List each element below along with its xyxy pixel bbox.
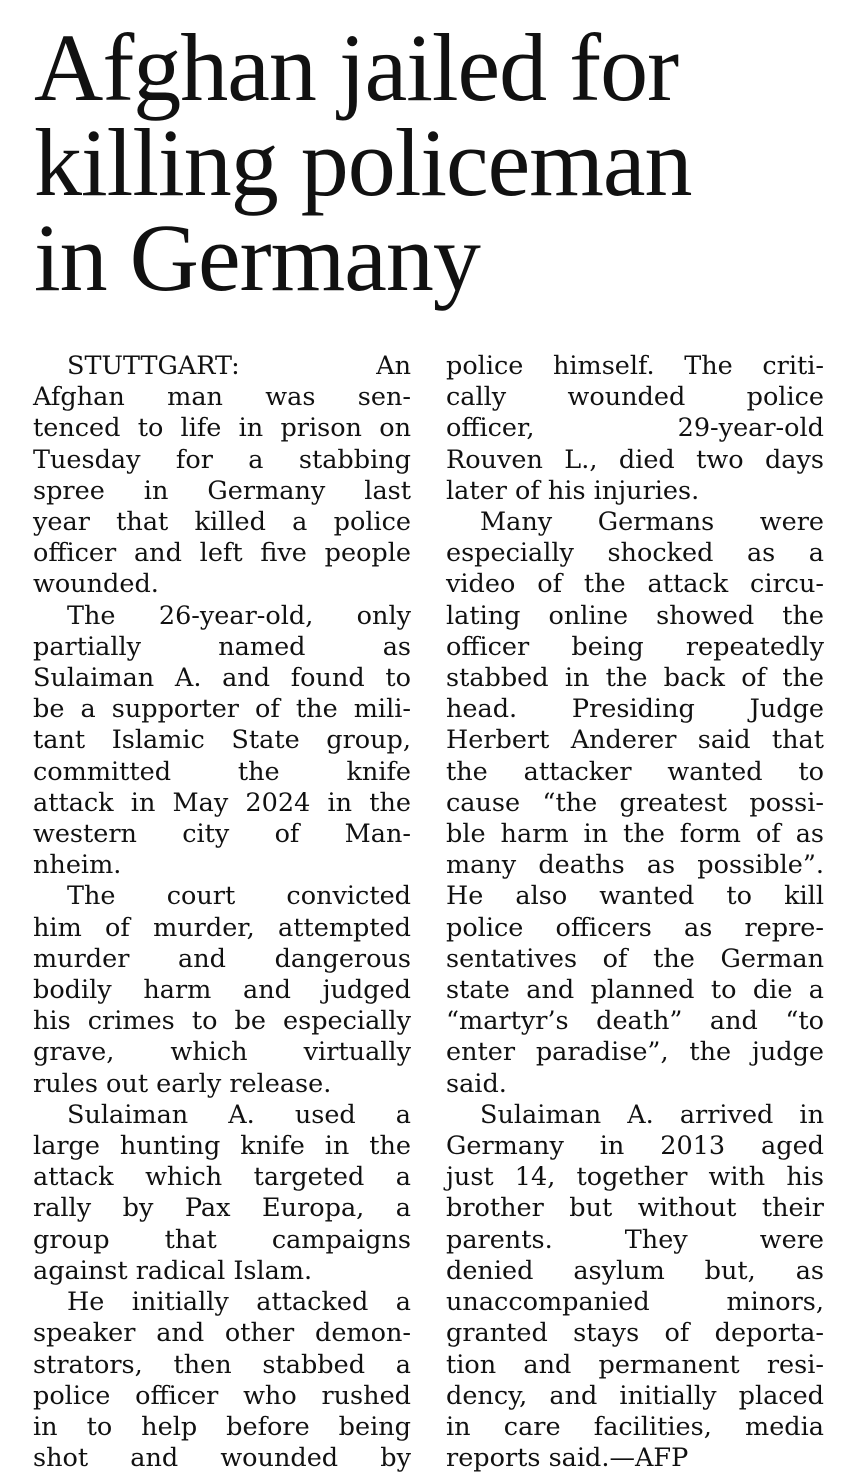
- article-line: partially named as: [33, 631, 411, 662]
- article-line: cause “the greatest possi-: [446, 787, 824, 818]
- article-paragraph: [446, 351, 824, 507]
- article-line: his crimes to be especially: [33, 1006, 411, 1037]
- article-line: wounded.: [33, 569, 159, 600]
- article-line: western city of Man-: [33, 819, 411, 850]
- article-line: officer, 29-year-old: [446, 413, 824, 444]
- article-line: police officer who rushed: [33, 1380, 411, 1411]
- article-line: be a supporter of the mili-: [33, 694, 411, 725]
- article-line: group that campaigns: [33, 1224, 411, 1255]
- article-line: year that killed a police: [33, 507, 411, 538]
- article-line: officer being repeatedly: [446, 631, 824, 662]
- article-line: grave, which virtually: [33, 1037, 411, 1068]
- article-column-right: [446, 351, 824, 1474]
- article-line: The court convicted: [67, 881, 411, 912]
- article-line: Germany in 2013 aged: [446, 1131, 824, 1162]
- article-line: police officers as repre-: [446, 912, 824, 943]
- article-line: large hunting knife in the: [33, 1131, 411, 1162]
- article-line: brother but without their: [446, 1193, 824, 1224]
- article-line: speaker and other demon-: [33, 1318, 411, 1349]
- article-line: enter paradise”, the judge: [446, 1037, 824, 1068]
- article-line: denied asylum but, as: [446, 1255, 824, 1286]
- article-line: Herbert Anderer said that: [446, 725, 824, 756]
- article-paragraph: [33, 1100, 411, 1287]
- article-line: just 14, together with his: [446, 1162, 824, 1193]
- article-paragraph: [33, 351, 411, 601]
- article-line: He initially attacked a: [67, 1287, 411, 1318]
- article-line: He also wanted to kill: [446, 881, 824, 912]
- article-line: Sulaiman A. and found to: [33, 663, 411, 694]
- article-line: dency, and initially placed: [446, 1380, 824, 1411]
- headline-line: Afghan jailed for: [34, 14, 679, 121]
- article-line: rules out early release.: [33, 1068, 332, 1099]
- article-line: tion and permanent resi-: [446, 1349, 824, 1380]
- article-line: in to help before being: [33, 1411, 411, 1442]
- article-line: video of the attack circu-: [446, 569, 824, 600]
- article-line: STUTTGART: An: [67, 351, 411, 381]
- article-line: attack which targeted a: [33, 1162, 411, 1193]
- article-line: Afghan man was sen-: [33, 382, 411, 413]
- article-paragraph: [446, 507, 824, 1100]
- article-line: tenced to life in prison on: [33, 413, 411, 444]
- article-line: committed the knife: [33, 756, 411, 787]
- article-line: Sulaiman A. arrived in: [480, 1099, 824, 1130]
- article-line: police himself. The criti-: [446, 351, 824, 381]
- article-line: head. Presiding Judge: [446, 694, 824, 725]
- article-line: tant Islamic State group,: [33, 725, 411, 756]
- article-line: rally by Pax Europa, a: [33, 1193, 411, 1224]
- article-line: sentatives of the German: [446, 943, 824, 974]
- article-line: bodily harm and judged: [33, 975, 411, 1006]
- headline-line: in Germany: [34, 204, 480, 311]
- article-paragraph: [446, 1100, 824, 1474]
- article-line: reports said.—AFP: [446, 1443, 689, 1474]
- article-line: parents. They were: [446, 1224, 824, 1255]
- article-line: spree in Germany last: [33, 475, 411, 506]
- article-line: against radical Islam.: [33, 1255, 313, 1286]
- article-line: attack in May 2024 in the: [33, 787, 411, 818]
- article-line: in care facilities, media: [446, 1411, 824, 1442]
- article-line: lating online showed the: [446, 600, 824, 631]
- article-line: said.: [446, 1068, 507, 1099]
- article-line: cally wounded police: [446, 382, 824, 413]
- article-line: later of his injuries.: [446, 475, 700, 506]
- article-line: granted stays of deporta-: [446, 1318, 824, 1349]
- article-line: strators, then stabbed a: [33, 1349, 411, 1380]
- headline-line: killing policeman: [34, 109, 692, 216]
- article-line: murder and dangerous: [33, 943, 411, 974]
- article-line: Sulaiman A. used a: [67, 1099, 411, 1130]
- article-line: state and planned to die a: [446, 975, 824, 1006]
- article-line: stabbed in the back of the: [446, 663, 824, 694]
- article-line: many deaths as possible”.: [446, 850, 824, 881]
- headline: [34, 14, 834, 311]
- article-line: “martyr’s death” and “to: [446, 1006, 824, 1037]
- article-line: him of murder, attempted: [33, 912, 411, 943]
- article-line: shot and wounded by: [33, 1443, 411, 1474]
- article-line: ble harm in the form of as: [446, 819, 824, 850]
- article-line: especially shocked as a: [446, 538, 824, 569]
- article-line: unaccompanied minors,: [446, 1287, 824, 1318]
- article-line: Many Germans were: [480, 507, 824, 538]
- article-line: the attacker wanted to: [446, 756, 824, 787]
- article-line: officer and left five people: [33, 538, 411, 569]
- article-line: Rouven L., died two days: [446, 444, 824, 475]
- article-paragraph: [33, 881, 411, 1099]
- article-column-left: [33, 351, 411, 1474]
- article-line: The 26-year-old, only: [67, 600, 411, 631]
- article-line: Tuesday for a stabbing: [33, 444, 411, 475]
- article-paragraph: [33, 1287, 411, 1474]
- article-paragraph: [33, 601, 411, 882]
- article-line: nheim.: [33, 850, 122, 881]
